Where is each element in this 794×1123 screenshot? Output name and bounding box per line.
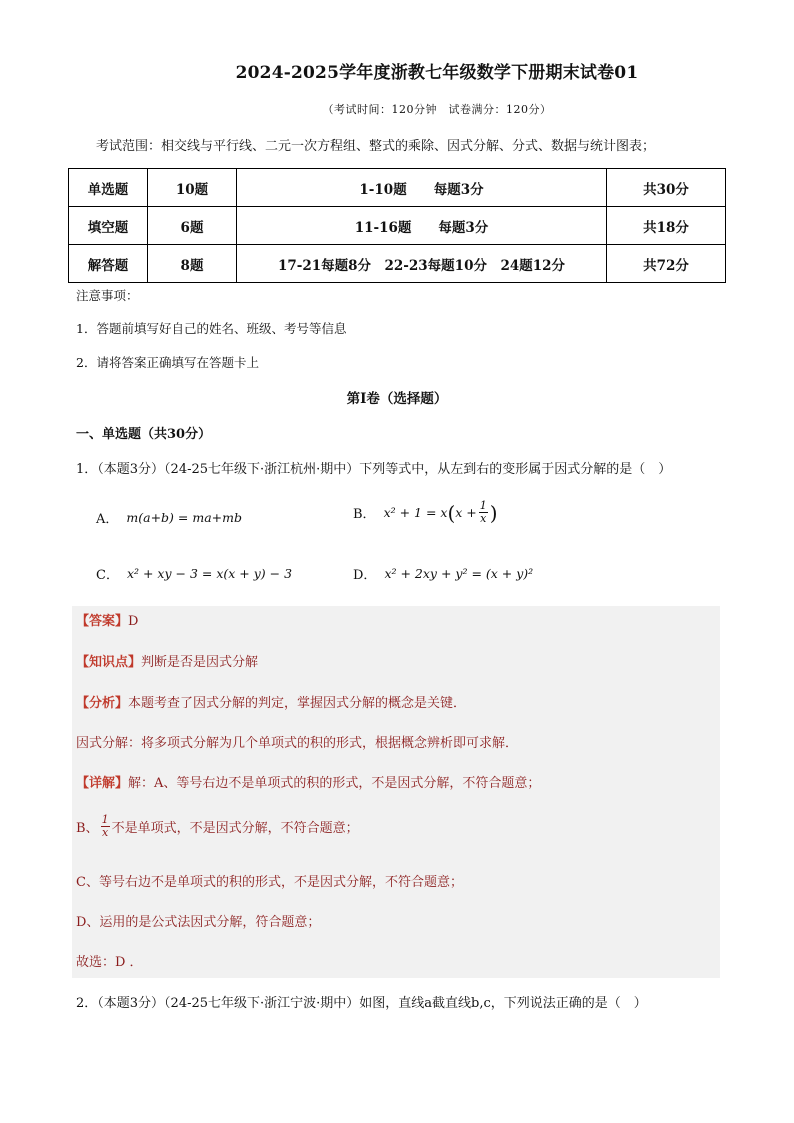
exam-scope: 考试范围：相交线与平行线、二元一次方程组、整式的乘除、因式分解、分式、数据与统计图表； [96, 139, 656, 154]
question-total: 共72分 [607, 245, 726, 283]
detail-line-d: D、运用的是公式法因式分解，符合题意； [76, 915, 321, 930]
option-c[interactable] [96, 564, 292, 583]
option-a[interactable] [96, 508, 242, 527]
question-total: 共18分 [607, 207, 726, 245]
question-detail: 1-10题 每题3分 [237, 169, 607, 207]
analysis-line-2: 因式分解：将多项式分解为几个单项式的积的形式，根据概念辨析即可求解． [76, 736, 519, 751]
table-row [69, 169, 726, 207]
section-title: 第I卷（选择题） [346, 391, 448, 407]
analysis-line: 【分析】本题考查了因式分解的判定，掌握因式分解的概念是关键． [76, 696, 467, 711]
exam-meta: （考试时间：120分钟 试卷满分：120分） [322, 103, 552, 116]
note-item: 1．答题前填写好自己的姓名、班级、考号等信息 [76, 321, 347, 336]
detail-line: 【详解】解：A、等号右边不是单项式的积的形式，不是因式分解，不符合题意； [76, 776, 541, 791]
note-item: 2．请将答案正确填写在答题卡上 [76, 355, 259, 370]
question-type: 填空题 [69, 207, 148, 245]
notes-heading: 注意事项： [76, 288, 139, 303]
fraction: $\frac{1}{x}$ [479, 499, 487, 525]
option-expression: x² + 2xy + y² = (x + y)² [384, 566, 534, 581]
question-detail: 17-21每题8分 22-23每题10分 24题12分 [237, 245, 607, 283]
question-detail: 11-16题 每题3分 [237, 207, 607, 245]
option-expression: m(a+b) = ma+mb [126, 510, 242, 525]
option-label: B． [353, 507, 376, 522]
part-heading: 一、单选题（共30分） [76, 427, 212, 442]
question-total: 共30分 [607, 169, 726, 207]
question-count: 10题 [148, 169, 237, 207]
option-b[interactable]: B． x² + 1 = x ( x + $\frac{1}{x}$ ) [353, 499, 498, 525]
question-count: 8题 [148, 245, 237, 283]
option-d[interactable] [353, 564, 533, 583]
page-title: 2024-2025学年度浙教七年级数学下册期末试卷01 [235, 63, 639, 83]
detail-line-c: C、等号右边不是单项式的积的形式，不是因式分解，不符合题意； [76, 875, 463, 890]
knowledge-point-line: 【知识点】判断是否是因式分解 [76, 655, 259, 670]
option-label: C． [96, 568, 119, 583]
option-expression: x² + xy − 3 = x(x + y) − 3 [126, 566, 293, 581]
question-count: 6题 [148, 207, 237, 245]
option-label: D． [353, 568, 377, 583]
answer-line: 【答案】D [76, 614, 139, 629]
question-2-stem: 2．（本题3分）（24-25七年级下·浙江宁波·期中）如图，直线a截直线b,c，下列说法正确的是（ ） [76, 996, 647, 1011]
question-1-stem: 1．（本题3分）（24-25七年级下·浙江杭州·期中）下列等式中，从左到右的变形属于因式分解的是（ ） [76, 462, 672, 477]
conclusion-line: 故选：D ． [76, 955, 143, 970]
option-expression: x² + 1 = x [383, 505, 448, 520]
option-label: A． [96, 512, 119, 527]
fraction: $\frac{1}{x}$ [101, 813, 109, 839]
question-type: 单选题 [69, 169, 148, 207]
question-type: 解答题 [69, 245, 148, 283]
detail-line-b: B、 $\frac{1}{x}$ 不是单项式，不是因式分解，不符合题意； [76, 813, 359, 839]
table-row [69, 207, 726, 245]
table-row [69, 245, 726, 283]
exam-structure-table [68, 168, 726, 283]
